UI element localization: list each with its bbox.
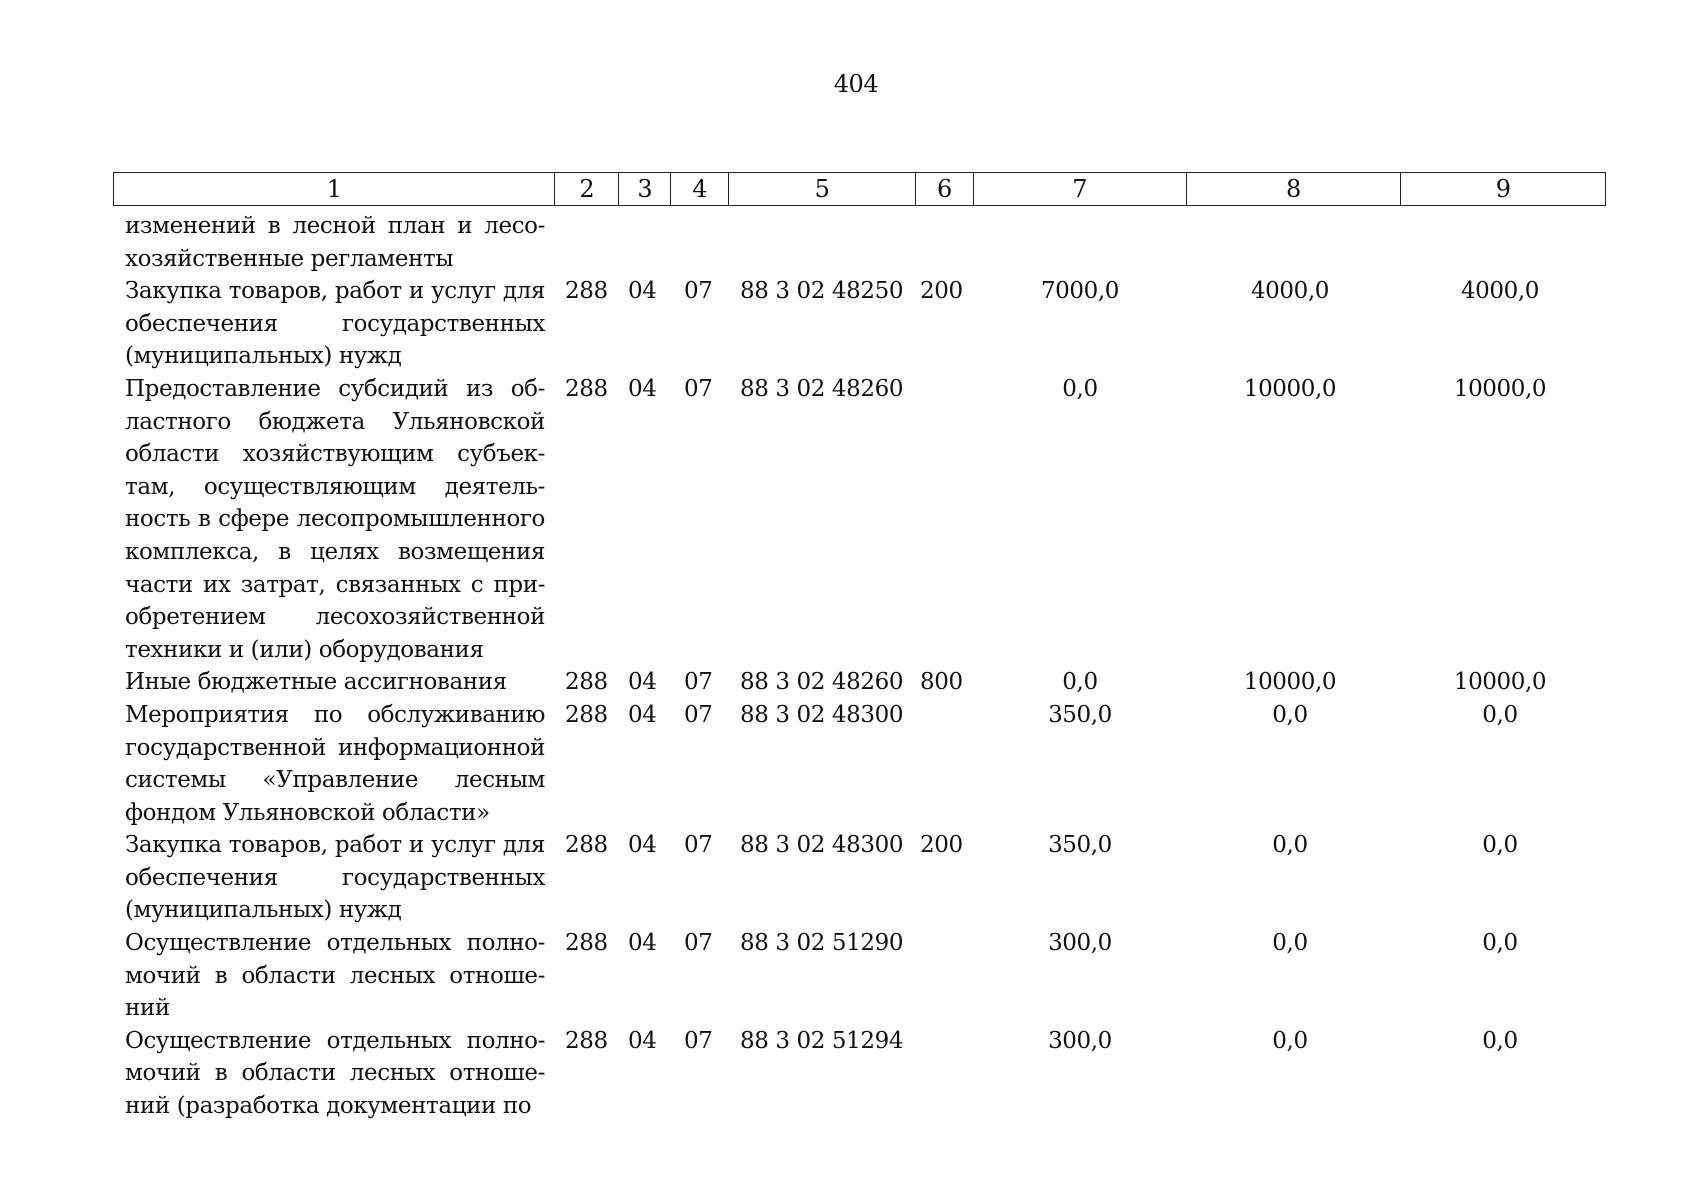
cell-col-6: 200 — [920, 278, 963, 305]
cell-col-5: 88 3 02 48250 — [740, 278, 904, 305]
row-description: Закупка товаров, работ и услуг для обеспечения государственных (муниципальных) нужд — [125, 278, 545, 370]
header-col-7: 7 — [974, 173, 1187, 205]
table-row — [0, 373, 1698, 666]
table-row — [0, 829, 1698, 927]
cell-col-4: 07 — [684, 701, 713, 728]
cell-col-5: 88 3 02 51294 — [740, 1027, 904, 1054]
row-description: Закупка товаров, работ и услуг для обеспечения государственных (муниципальных) нужд — [125, 832, 545, 924]
row-description: Осуществление отдельных полно-мочий в области лесных отноше-ний (разработка документации по — [125, 1027, 545, 1120]
cell-col-9: 0,0 — [1482, 701, 1518, 728]
cell-col-9: 0,0 — [1482, 832, 1518, 859]
cell-col-6: 800 — [920, 669, 963, 696]
cell-col-9: 4000,0 — [1460, 278, 1540, 305]
cell-col-3: 04 — [628, 930, 657, 957]
cell-col-9: 0,0 — [1482, 1027, 1518, 1054]
cell-col-7: 350,0 — [1048, 701, 1112, 728]
cell-col-7: 300,0 — [1048, 1027, 1112, 1054]
header-col-6: 6 — [916, 173, 974, 205]
table-row — [0, 1025, 1698, 1123]
cell-col-4: 07 — [684, 930, 713, 957]
cell-col-2: 288 — [565, 832, 608, 859]
cell-col-8: 0,0 — [1272, 1027, 1308, 1054]
cell-col-8: 0,0 — [1272, 832, 1308, 859]
row-description: Иные бюджетные ассигнования — [125, 669, 507, 696]
cell-col-7: 7000,0 — [1040, 278, 1120, 305]
row-description: Предоставление субсидий из об-ластного бюджета Ульяновской области хозяйствующим субъек-там, осуществляющим деятель-ность в сфере лесопромышленного комплекса, в целях возмещения части их затрат, связанных с при-обретением лесохозяйственной техники и (или) оборудования — [125, 375, 545, 663]
cell-col-7: 0,0 — [1062, 669, 1098, 696]
cell-col-4: 07 — [684, 832, 713, 859]
cell-col-4: 07 — [684, 278, 713, 305]
cell-col-8: 10000,0 — [1243, 669, 1337, 696]
table-row — [0, 666, 1698, 699]
cell-col-3: 04 — [628, 832, 657, 859]
cell-col-3: 04 — [628, 669, 657, 696]
cell-col-2: 288 — [565, 1027, 608, 1054]
cell-col-7: 300,0 — [1048, 930, 1112, 957]
cell-col-6: 200 — [920, 832, 963, 859]
header-col-5: 5 — [729, 173, 916, 205]
cell-col-3: 04 — [628, 701, 657, 728]
header-col-8: 8 — [1187, 173, 1402, 205]
table-header — [113, 172, 1606, 206]
header-col-9: 9 — [1495, 175, 1511, 203]
cell-col-2: 288 — [565, 278, 608, 305]
cell-col-3: 04 — [628, 278, 657, 305]
cell-col-5: 88 3 02 48260 — [740, 375, 904, 402]
table-row — [0, 275, 1698, 373]
cell-col-7: 0,0 — [1062, 375, 1098, 402]
header-col-1: 1 — [114, 173, 555, 205]
cell-col-9: 0,0 — [1482, 930, 1518, 957]
row-description: Мероприятия по обслуживанию государственной информационной системы «Управление лесным фондом Ульяновской области» — [125, 701, 545, 826]
page-number: 404 — [833, 70, 879, 98]
cell-col-2: 288 — [565, 701, 608, 728]
cell-col-9: 10000,0 — [1453, 669, 1547, 696]
cell-col-8: 0,0 — [1272, 701, 1308, 728]
table-row — [0, 210, 1698, 275]
cell-col-5: 88 3 02 48300 — [740, 832, 904, 859]
cell-col-4: 07 — [684, 375, 713, 402]
cell-col-2: 288 — [565, 930, 608, 957]
row-description: Осуществление отдельных полно-мочий в области лесных отноше-ний — [125, 930, 545, 1022]
cell-col-4: 07 — [684, 1027, 713, 1054]
row-description: изменений в лесной план и лесо-хозяйственные регламенты — [125, 213, 545, 272]
table-row — [0, 699, 1698, 829]
cell-col-8: 10000,0 — [1243, 375, 1337, 402]
cell-col-7: 350,0 — [1048, 832, 1112, 859]
cell-col-3: 04 — [628, 1027, 657, 1054]
cell-col-8: 4000,0 — [1250, 278, 1330, 305]
table-row — [0, 927, 1698, 1025]
cell-col-2: 288 — [565, 669, 608, 696]
cell-col-5: 88 3 02 48260 — [740, 669, 904, 696]
cell-col-5: 88 3 02 48300 — [740, 701, 904, 728]
cell-col-5: 88 3 02 51290 — [740, 930, 904, 957]
table-body — [0, 210, 1698, 1123]
cell-col-8: 0,0 — [1272, 930, 1308, 957]
cell-col-2: 288 — [565, 375, 608, 402]
cell-col-4: 07 — [684, 669, 713, 696]
cell-col-9: 10000,0 — [1453, 375, 1547, 402]
header-col-3: 3 — [619, 173, 671, 205]
header-col-2: 2 — [555, 173, 619, 205]
cell-col-3: 04 — [628, 375, 657, 402]
header-col-4: 4 — [671, 173, 729, 205]
